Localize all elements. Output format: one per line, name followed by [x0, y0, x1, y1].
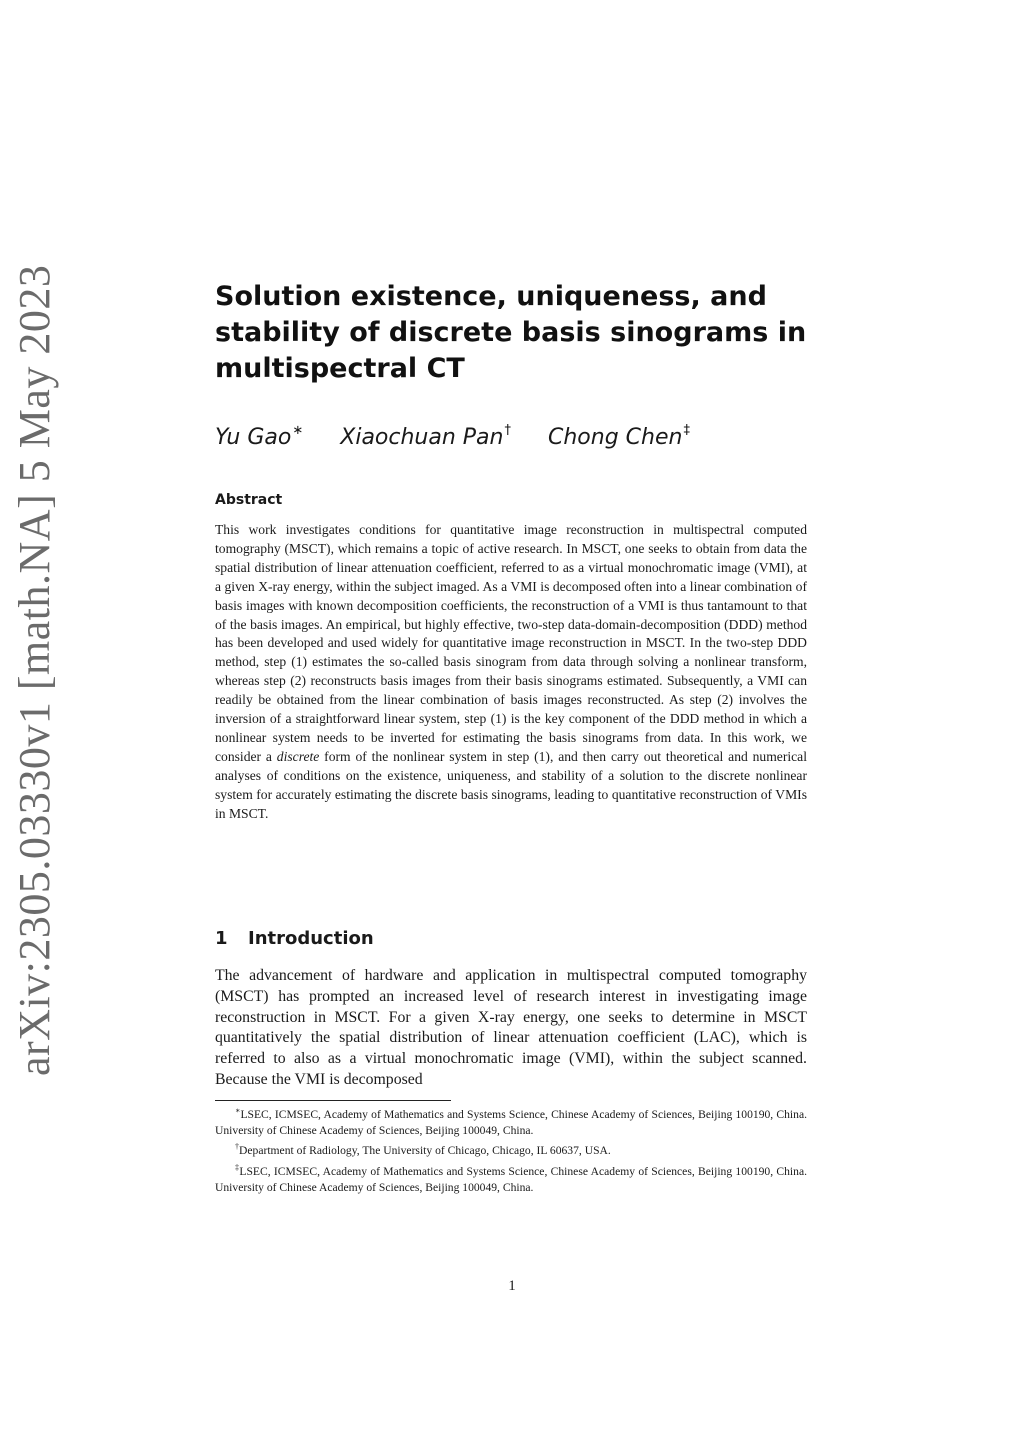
footnote-divider	[215, 1100, 451, 1101]
footnote-text: LSEC, ICMSEC, Academy of Mathematics and Systems Science, Chinese Academy of Sciences, Beijing 100190, China. University of Chinese Academy of Sciences, Beijing 100049, China.	[215, 1164, 807, 1194]
footnote-affiliation-chen	[215, 1160, 807, 1196]
author-chong-chen	[548, 414, 690, 455]
footnotes	[215, 1103, 807, 1196]
author-list	[215, 414, 815, 448]
author-xiaochuan-pan	[340, 414, 511, 455]
author-name: Yu Gao	[215, 425, 292, 450]
author-footnote-mark: †	[504, 423, 511, 438]
footnote-text: LSEC, ICMSEC, Academy of Mathematics and Systems Science, Chinese Academy of Sciences, Beijing 100190, China. University of Chinese Academy of Sciences, Beijing 100049, China.	[215, 1107, 807, 1138]
introduction-paragraph: The advancement of hardware and application in multispectral computed tomography (MSCT) has prompted an increased level of research interest in investigating image reconstruction in MSCT. For a given X-ray energy, one seeks to determine in MSCT quantitatively the spatial distribution of linear attenuation coefficient (LAC), which is referred to also as a virtual monochromatic image (VMI), within the subject scanned. Because the VMI is decomposed	[215, 967, 807, 1088]
footnote-mark: †	[235, 1142, 239, 1152]
footnote-affiliation-gao	[215, 1103, 807, 1139]
page-number: 1	[508, 1278, 516, 1294]
abstract-body	[215, 521, 807, 824]
author-yu-gao	[215, 414, 303, 455]
author-footnote-mark: ‡	[683, 423, 690, 438]
author-name: Chong Chen	[547, 425, 683, 450]
section-number: 1	[215, 928, 228, 949]
abstract-emphasis: discrete	[276, 748, 320, 764]
abstract-text-part-2: form of the nonlinear system in step (1), and then carry out theoretical and numerical analyses of conditions on the existence, uniqueness, and stability of a solution to the discrete nonlinear system for accurately estimating the discrete basis sinograms, leading to quantitative reconstruction of VMIs in MSCT.	[215, 748, 807, 821]
footnote-mark: ‡	[235, 1162, 240, 1172]
footnote-affiliation-pan	[215, 1139, 807, 1159]
footnote-mark: ∗	[235, 1106, 241, 1115]
abstract-heading: Abstract	[215, 492, 283, 508]
section-title: Introduction	[248, 928, 374, 949]
author-name: Xiaochuan Pan	[340, 425, 504, 450]
paper-title: Solution existence, uniqueness, and stability of discrete basis sinograms in multispectral CT	[215, 281, 807, 384]
footnote-text: Department of Radiology, The University of Chicago, Chicago, IL 60637, USA.	[239, 1144, 611, 1158]
author-footnote-mark: ∗	[292, 423, 304, 438]
abstract-text-part-1: This work investigates conditions for quantitative image reconstruction in multispectral computed tomography (MSCT), which remains a topic of active research. In MSCT, one seeks to obtain from data the spatial distribution of linear attenuation coefficient, referred to as a virtual monochromatic image (VMI), at a given X-ray energy, within the subject imaged. As a VMI is decomposed often into a linear combination of basis images with known decomposition coefficients, the reconstruction of a VMI is thus tantamount to that of the basis images. An empirical, but highly effective, two-step data-domain-decomposition (DDD) method has been developed and used widely for quantitative image reconstruction in MSCT. In the two-step DDD method, step (1) estimates the so-called basis sinogram from data through solving a nonlinear transform, whereas step (2) reconstructs basis images from their basis sinograms estimated. Subsequently, a VMI can readily be obtained from the linear combination of basis images reconstructed. As step (2) involves the inversion of a straightforward linear system, step (1) is the key component of the DDD method in which a nonlinear system needs to be inverted for estimating the basis sinograms from data. In this work, we consider a	[215, 522, 807, 764]
arxiv-identifier-stamp: arXiv:2305.03330v1 [math.NA] 5 May 2023	[10, 264, 59, 1076]
section-heading-introduction	[215, 926, 374, 952]
